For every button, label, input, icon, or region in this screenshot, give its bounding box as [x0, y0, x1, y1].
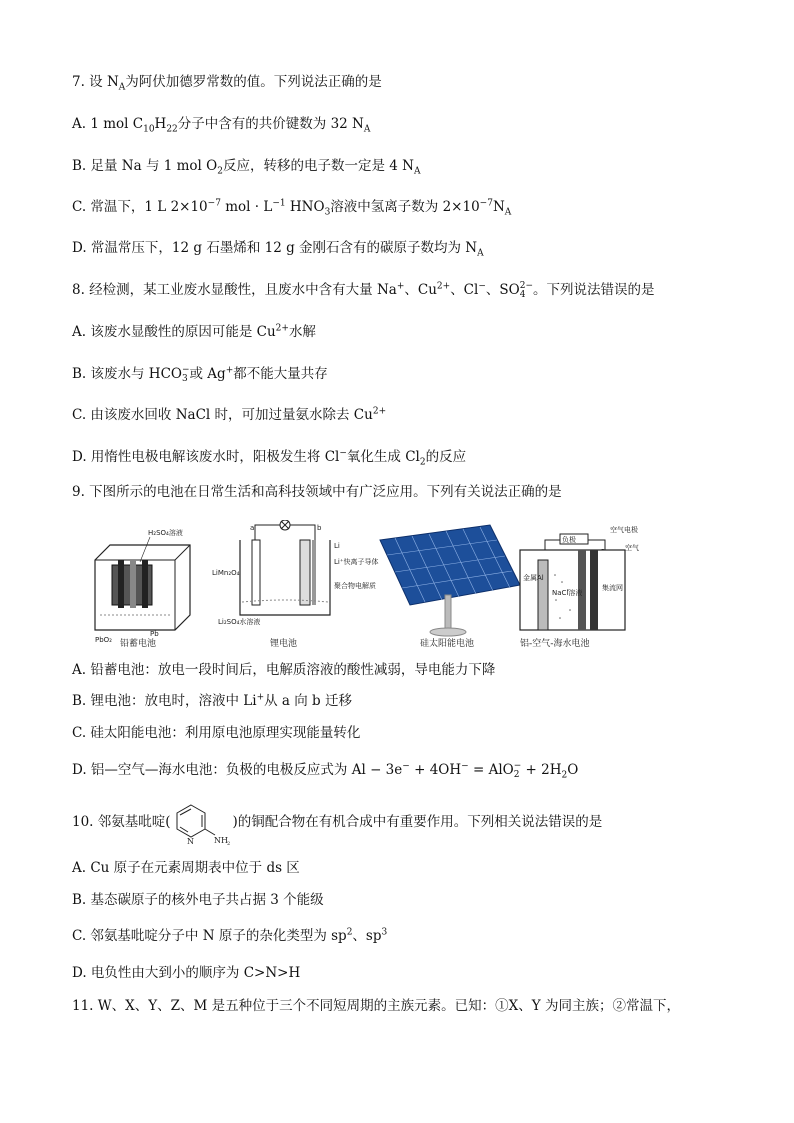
q10-stem: 10. 邻氨基吡啶( N NH 2 )的铜配合物在有机合成中有重要作用。下列相关说法错误的是: [72, 812, 602, 832]
q9-stem: 9. 下图所示的电池在日常生活和高科技领域中有广泛应用。下列有关说法正确的是: [72, 484, 562, 500]
q8-option-c: C. 由该废水回收 NaCl 时，可加过量氨水除去 $Cu^{2+}$: [72, 406, 387, 423]
caption-lead-acid: 铅蓄电池: [120, 639, 157, 649]
q8-option-a: A. 该废水显酸性的原因可能是 $Cu^{2+}$水解: [72, 323, 316, 340]
q9-option-c: C. 硅太阳能电池：利用原电池原理实现能量转化: [72, 725, 361, 741]
q9-option-a: A. 铅蓄电池：放电一段时间后，电解质溶液的酸性减弱，导电能力下降: [72, 662, 496, 678]
q8-option-d: D. 用惰性电极电解该废水时，阳极发生将 Cl−氧化生成 $Cl_2$的反应: [72, 448, 467, 468]
lead-label-pbo2: PbO₂: [95, 636, 112, 644]
li-label-li: Li: [334, 542, 340, 550]
q7-option-b: B. 足量 Na 与 1 mol $O_2$反应，转移的电子数一定是 4 $N_A$: [72, 158, 421, 177]
caption-aluminium-air: 铝-空气-海水电池: [520, 639, 590, 649]
q8-stem: 8. 经检测，某工业废水显酸性，且废水中含有大量 Na+、$Cu^{2+}$、Cl−、SO 2− 4 。下列说法错误的是: [72, 280, 655, 300]
q11-stem: 11. W、X、Y、Z、M 是五种位于三个不同短周期的主族元素。已知：①X、Y 为同主族；②常温下，: [72, 998, 680, 1014]
q10-option-c: C. 邻氨基吡啶分子中 N 原子的杂化类型为 $sp^2$、$sp^3$: [72, 927, 388, 944]
li-label-limn2o4: LiMn₂O₄: [212, 569, 240, 577]
air-label-nacl: NaCl溶液: [552, 589, 583, 597]
air-label-air: 空气: [625, 544, 639, 552]
q7-option-c: C. 常温下，1 L $2\times 10^{-7}$ mol · $L^{-1}$ $HNO_3$溶液中氢离子数为 $2\times 10^{-7}N_A$: [72, 198, 512, 218]
aluminium-air-battery-diagram: [520, 525, 639, 630]
q8-option-b: B. 该废水与 HCO − 3 或 Ag+都不能大量共存: [72, 364, 328, 384]
li-label-li2so4: Li₂SO₄水溶液: [218, 618, 261, 626]
q7-option-d: D. 常温常压下，12 g 石墨烯和 12 g 金刚石含有的碳原子数均为 $N_A$: [72, 240, 484, 259]
q7-option-a: A. 1 mol $C_{10}H_{22}$分子中含有的共价键数为 32 $N_A$: [72, 116, 371, 135]
q10-option-a: A. Cu 原子在元素周期表中位于 ds 区: [72, 860, 300, 876]
li-label-conductor: Li⁺快离子导体: [334, 558, 379, 566]
air-label-negative: 负极: [562, 536, 576, 544]
air-label-collector: 集流网: [602, 584, 623, 592]
li-label-polymer: 聚合物电解质: [334, 582, 376, 590]
lead-label-pb: Pb: [150, 630, 159, 638]
q10-option-b: B. 基态碳原子的核外电子共占据 3 个能级: [72, 892, 324, 908]
battery-illustrations: [90, 520, 650, 650]
caption-solar: 硅太阳能电池: [420, 639, 475, 649]
li-label-a: a: [250, 524, 255, 532]
lead-acid-battery-diagram: [95, 528, 190, 644]
air-label-air-electrode: 空气电极: [610, 526, 638, 534]
q10-option-d: D. 电负性由大到小的顺序为 C>N>H: [72, 965, 301, 981]
lead-label-electrolyte: H₂SO₄溶液: [148, 529, 183, 537]
air-label-metal-al: 金属Al: [523, 574, 544, 582]
lithium-battery-diagram: [212, 520, 379, 626]
solar-panel-diagram: [380, 525, 520, 636]
mol-label-nh: NH: [213, 835, 228, 845]
q9-option-d: D. 铝—空气—海水电池：负极的电极反应式为 Al − 3e− + 4OH− = AlO − 2 + $2H_2O$: [72, 760, 579, 781]
aminopyridine-structure: [171, 801, 233, 845]
mol-label-n: N: [186, 836, 194, 845]
caption-lithium: 锂电池: [270, 639, 298, 649]
li-label-b: b: [317, 524, 322, 532]
mol-label-sub2: 2: [226, 840, 230, 845]
q7-stem: 7. 设 $N_A$为阿伏加德罗常数的值。下列说法正确的是: [72, 74, 382, 93]
battery-figure: [90, 520, 650, 650]
q9-option-b: B. 锂电池：放电时，溶液中 Li+从 a 向 b 迁移: [72, 692, 352, 709]
